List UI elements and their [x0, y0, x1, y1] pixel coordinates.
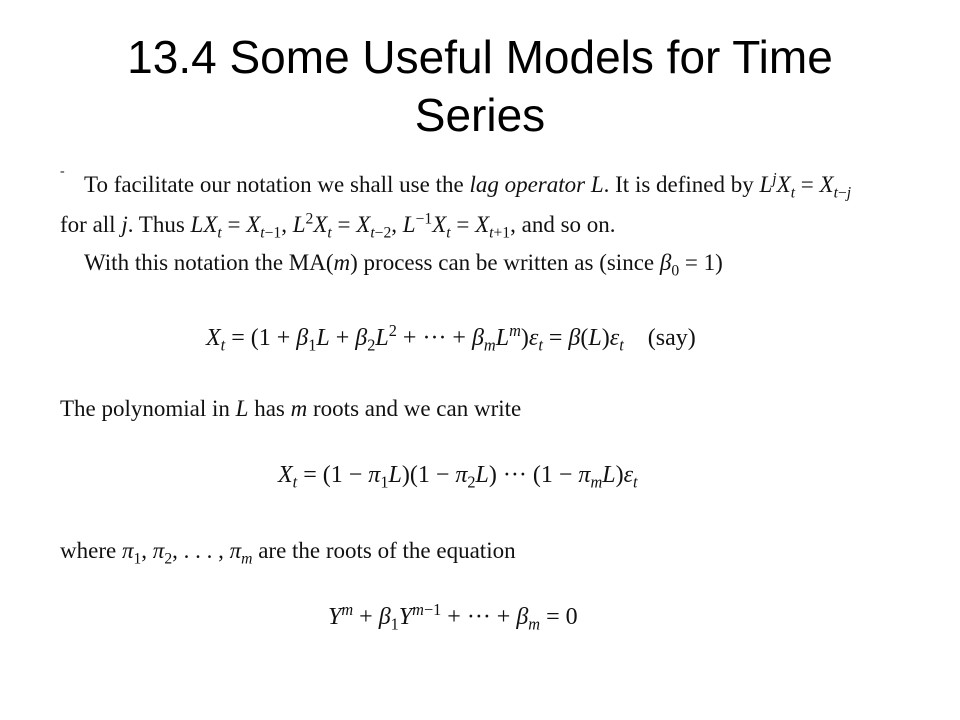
text-fragment: . It is defined by [603, 172, 760, 197]
slide-title [0, 28, 960, 144]
text-fragment: where [60, 538, 122, 563]
text-fragment: . Thus [127, 212, 191, 237]
paragraph-polynomial-roots [60, 396, 521, 422]
slide-title-line-1: 13.4 Some Useful Models for Time [127, 31, 833, 83]
formula-beta0: $\beta_0 = 1$) [659, 250, 723, 280]
text-fragment: The polynomial in [60, 396, 236, 421]
stray-mark: - [60, 164, 65, 179]
equation-note-say: (say) [647, 325, 696, 351]
paragraph-lag-examples [60, 210, 616, 242]
variable-j: j [121, 212, 128, 237]
text-fragment: With this notation the MA( [84, 250, 334, 275]
formula-roots-list: $\pi_1$, $\pi_2$, . . . , $\pi_m$ [121, 538, 253, 568]
paragraph-roots-of-equation [60, 538, 516, 568]
formula-lag-definition: $L^jX_t = X_{t-j}$ [759, 170, 852, 202]
text-fragment: To facilitate our notation we shall use the [84, 172, 470, 197]
text-fragment: has [248, 396, 291, 421]
text-fragment: ) process can be written as (since [350, 250, 660, 275]
italic-term-lag-operator: lag operator L [469, 172, 604, 197]
slide-title-line-2: Series [414, 89, 546, 141]
scanned-text-excerpt [60, 160, 880, 660]
formula-lag-examples: $LX_t = X_{t-1}$, $L^2X_t = X_{t-2}$, $L^{-1}X_t = X_{t+1}$ [190, 210, 511, 242]
equation-factored-form: $X_t = (1 - \pi_1L)(1 - \pi_2L)$ ··· $(1 - \pi_mL)\varepsilon_t$ [278, 462, 638, 492]
text-fragment: , and so on. [510, 212, 616, 237]
formula-ma-polynomial: $X_t = (1 + \beta_1L + \beta_2L^2$ + ··· + $\beta_mL^m)\varepsilon_t = \beta(L)\varepsilon_t$ [206, 321, 624, 355]
paragraph-ma-notation [84, 250, 723, 280]
text-fragment: are the roots of the equation [252, 538, 516, 563]
variable-L: L [235, 396, 249, 421]
variable-m: m [333, 250, 351, 275]
text-fragment: for all [60, 212, 122, 237]
variable-m: m [290, 396, 308, 421]
equation-characteristic: $Y^m + \beta_1Y^{m-1}$ + ··· + $\beta_m = 0$ [328, 600, 578, 634]
text-fragment: roots and we can write [307, 396, 522, 421]
equation-ma-process [206, 321, 696, 355]
paragraph-lag-operator-definition [84, 170, 852, 202]
